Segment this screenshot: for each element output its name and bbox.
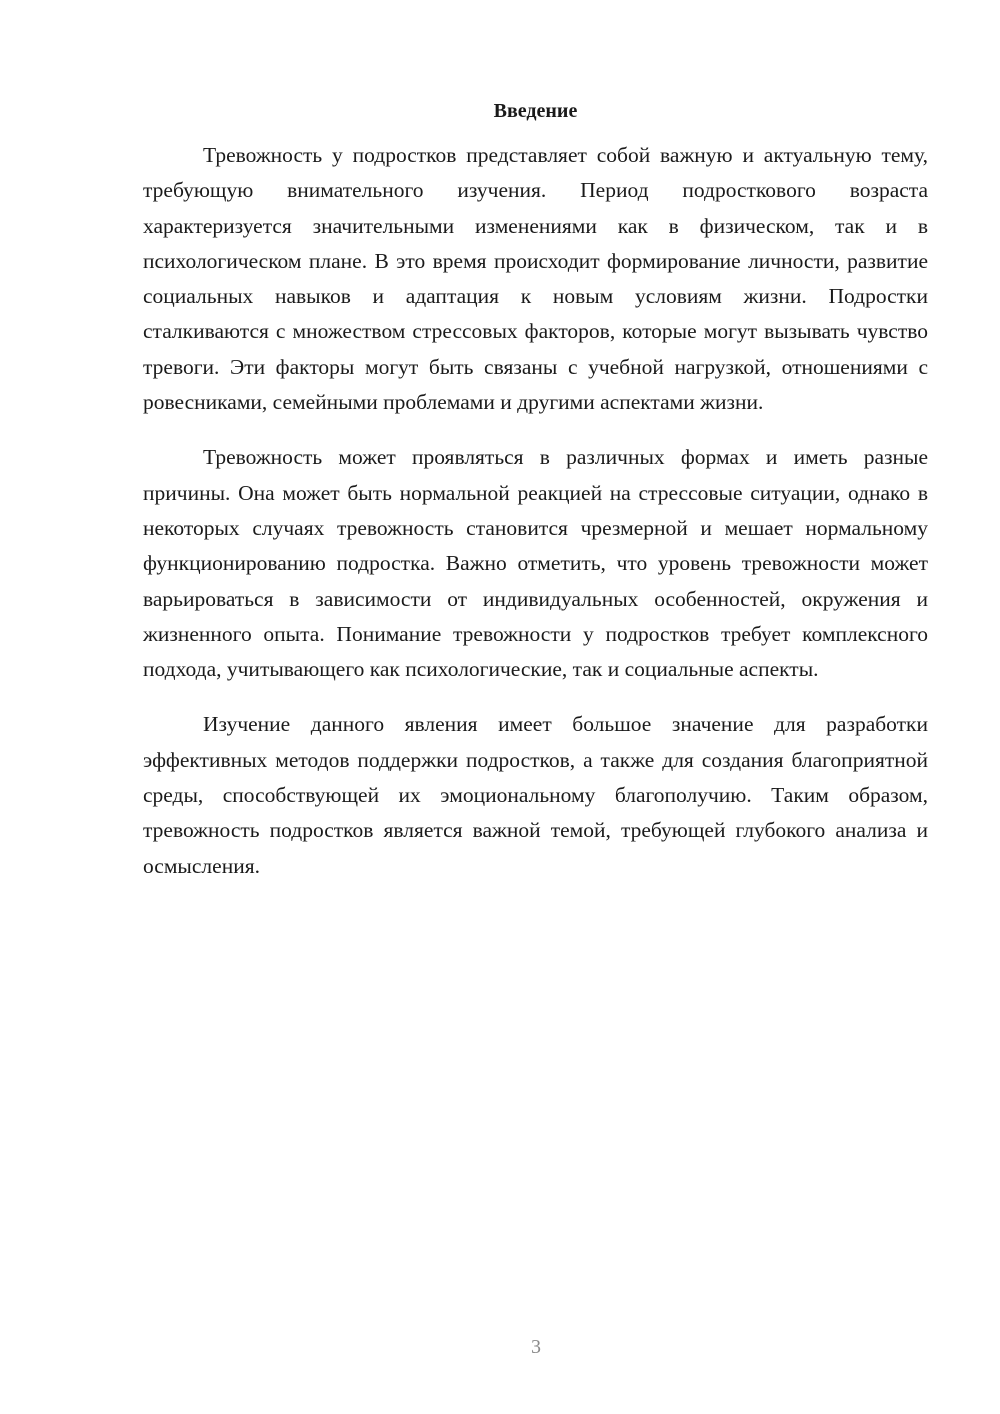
section-heading: Введение — [493, 100, 578, 122]
paragraph-1: Тревожность у подростков представляет собой важную и актуальную тему, требующую внимательного изучения. Период подросткового возраста характеризуется значительными изменениями как в физическом, так и в психологическом плане. В это время происходит формирование личности, развитие социальных навыков и адаптация к новым условиям жизни. Подростки сталкиваются с множеством стрессовых факторов, которые могут вызывать чувство тревоги. Эти факторы могут быть связаны с учебной нагрузкой, отношениями с ровесниками, семейными проблемами и другими аспектами жизни. — [143, 143, 928, 415]
paragraph-3: Изучение данного явления имеет большое значение для разработки эффективных методов поддержки подростков, а также для создания благоприятной среды, способствующей их эмоциональному благополучию. Таким образом, тревожность подростков является важной темой, требующей глубокого анализа и осмысления. — [143, 712, 928, 878]
page-content — [143, 96, 928, 904]
page-number: 3 — [531, 1336, 541, 1358]
paragraph-2: Тревожность может проявляться в различных формах и иметь разные причины. Она может быть нормальной реакцией на стрессовые ситуации, однако в некоторых случаях тревожность становится чрезмерной и мешает нормальному функционированию подростка. Важно отметить, что уровень тревожности может варьироваться в зависимости от индивидуальных особенностей, окружения и жизненного опыта. Понимание тревожности у подростков требует комплексного подхода, учитывающего как психологические, так и социальные аспекты. — [143, 445, 928, 682]
